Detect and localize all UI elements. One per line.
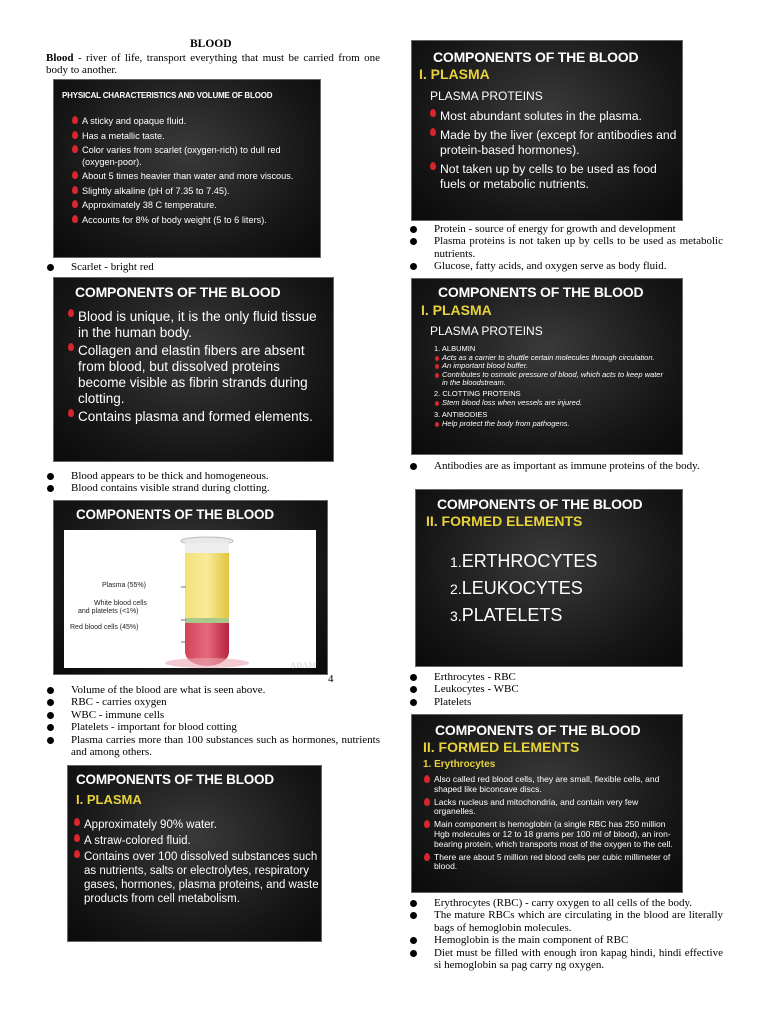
list-item: Contains over 100 dissolved substances such as nutrients, salts or electrolytes, respiratory gases, hormones, plasma proteins, and waste products from cell metabolism. [84, 851, 319, 905]
list-item: Collagen and elastin fibers are absent from blood, but dissolved proteins become visible as fibrin strands during clotting. [78, 343, 326, 408]
notes-list [46, 684, 380, 758]
slide-plasma [67, 765, 322, 942]
antibodies-heading: 3. ANTIBODIES [434, 410, 488, 420]
list-item: Stem blood loss when vessels are injured. [434, 399, 670, 408]
list-item: Contains plasma and formed elements. [78, 409, 326, 425]
list-item: Diet must be filled with enough iron kapag hindi, hindi effective si hemoglobin sa pag carry ng oxygen. [409, 947, 723, 972]
list-item: Lacks nucleus and mitochondria, and contain very few organelles. [434, 798, 674, 818]
intro-text: - river of life, transport everything that must be carried from one body to another. [46, 52, 380, 76]
list-item: Made by the liver (except for antibodies and protein-based hormones). [440, 128, 680, 159]
list-item: Erthrocytes - RBC [409, 671, 723, 683]
slide-heading: COMPONENTS OF THE BLOOD [76, 772, 274, 787]
list-item: Approximately 90% water. [84, 818, 320, 832]
notes-list [409, 223, 723, 273]
item-text: LEUKOCYTES [461, 578, 583, 598]
list-item: Protein - source of energy for growth and development [409, 223, 723, 235]
list-item: A straw-colored fluid. [84, 834, 320, 848]
slide-subheading: II. FORMED ELEMENTS [426, 513, 583, 529]
list-item: The mature RBCs which are circulating in the blood are literally bags of hemoglobin molecules. [409, 909, 723, 934]
list-item: Scarlet - bright red [46, 261, 380, 273]
tube-reflection [165, 658, 249, 668]
slide-subheading: II. FORMED ELEMENTS [423, 739, 580, 755]
albumin-heading: 1. ALBUMIN [434, 344, 476, 353]
slide-heading: COMPONENTS OF THE BLOOD [435, 722, 641, 738]
slide-list [84, 818, 320, 906]
slide-list [434, 775, 674, 872]
list-item: Blood contains visible strand during clotting. [46, 482, 380, 494]
list-item: A sticky and opaque fluid. [82, 116, 314, 128]
plasma-label: Plasma (55%) [102, 582, 146, 589]
list-item: Slightly alkaline (pH of 7.35 to 7.45). [82, 186, 314, 198]
slide-subheading-2: PLASMA PROTEINS [430, 324, 543, 338]
list-item: An important blood buffer. [434, 362, 670, 371]
document-title: BLOOD [190, 38, 232, 50]
notes-list [409, 897, 723, 971]
list-item: Glucose, fatty acids, and oxygen serve as body fluid. [409, 260, 723, 272]
list-item: Acts as a carrier to shuttle certain molecules through circulation. [434, 354, 670, 363]
slide-physical-characteristics [53, 79, 321, 258]
list-item: Color varies from scarlet (oxygen-rich) to dull red (oxygen-poor). [82, 145, 314, 168]
list-item: Accounts for 8% of body weight (5 to 6 liters). [82, 215, 314, 227]
plasma-layer [185, 553, 229, 618]
clotting-heading: 2. CLOTTING PROTEINS [434, 388, 521, 398]
list-item: RBC - carries oxygen [46, 696, 380, 708]
rbc-label: Red blood cells (45%) [70, 624, 139, 631]
slide-components-intro [53, 277, 334, 462]
slide-subheading-2: PLASMA PROTEINS [430, 89, 543, 103]
list-item: Platelets - important for blood cotting [46, 721, 380, 733]
list-item: Help protect the body from pathogens. [434, 420, 670, 429]
slide-heading: COMPONENTS OF THE BLOOD [438, 284, 644, 300]
list-item: Blood appears to be thick and homogeneous. [46, 470, 380, 482]
list-item [450, 548, 597, 575]
list-item: Not taken up by cells to be used as food fuels or metabolic nutrients. [440, 162, 680, 193]
list-item: Leukocytes - WBC [409, 683, 723, 695]
wbc-label-2: and platelets (<1%) [78, 608, 139, 615]
notes-list [46, 470, 380, 495]
list-item [450, 575, 597, 602]
notes-list [46, 261, 380, 273]
adam-logo: ADAM [290, 660, 317, 670]
slide-plasma-proteins-detail [411, 278, 683, 455]
slide-subheading: I. PLASMA [419, 66, 490, 82]
tube-figure [64, 530, 316, 668]
notes-list [409, 671, 723, 708]
list-item: Has a metallic taste. [82, 131, 314, 143]
wbc-label: White blood cells [94, 600, 147, 607]
slide-blood-tube [53, 500, 328, 675]
list-item: Hemoglobin is the main component of RBC [409, 934, 723, 946]
slide-list [82, 116, 314, 226]
slide-heading: COMPONENTS OF THE BLOOD [76, 507, 274, 522]
item-number: 3. [450, 608, 462, 624]
item-number: 1. [450, 554, 462, 570]
list-item: Erythrocytes (RBC) - carry oxygen to all cells of the body. [409, 897, 723, 909]
notes-list [409, 460, 723, 472]
list-item [450, 602, 597, 629]
item-text: ERTHROCYTES [461, 551, 598, 571]
list-item: Volume of the blood are what is seen above. [46, 684, 380, 696]
item-text: PLATELETS [461, 605, 563, 625]
slide-list [78, 309, 326, 425]
list-item: Plasma carries more than 100 substances such as hormones, nutrients and among others. [46, 734, 380, 759]
slide-heading: COMPONENTS OF THE BLOOD [75, 284, 281, 300]
list-item: WBC - immune cells [46, 709, 380, 721]
item-number: 2. [450, 581, 462, 597]
slide-plasma-proteins [411, 40, 683, 221]
page-number: 4 [328, 673, 334, 685]
list-item: Antibodies are as important as immune proteins of the body. [409, 460, 723, 472]
slide-formed-elements [415, 489, 683, 667]
slide-list [440, 109, 680, 193]
formed-elements-list [450, 548, 597, 629]
list-item: Platelets [409, 696, 723, 708]
list-item: Main component is hemoglobin (a single RBC has 250 million Hgb molecules or 12 to 18 grams per 100 ml of blood), an iron-bearing protein, which transports most of the oxygen to the cell. [434, 819, 673, 849]
slide-heading: PHYSICAL CHARACTERISTICS AND VOLUME OF BLOOD [62, 91, 273, 100]
plasma-protein-details [434, 345, 670, 428]
tube-empty [185, 543, 229, 553]
slide-heading: COMPONENTS OF THE BLOOD [437, 496, 643, 512]
slide-subheading: I. PLASMA [76, 792, 142, 807]
list-item: Also called red blood cells, they are small, flexible cells, and shaped like biconcave discs. [434, 775, 674, 795]
slide-subheading: I. PLASMA [421, 302, 492, 318]
buffy-coat-layer [185, 618, 229, 623]
list-item: Contributes to osmotic pressure of blood, which acts to keep water in the bloodstream. [434, 371, 670, 388]
intro-paragraph [46, 52, 380, 76]
slide-subheading-2: 1. Erythrocytes [423, 759, 496, 770]
list-item: Plasma proteins is not taken up by cells to be used as metabolic nutrients. [409, 235, 723, 260]
list-item: Blood is unique, it is the only fluid tissue in the human body. [78, 309, 326, 342]
list-item: About 5 times heavier than water and more viscous. [82, 171, 314, 183]
slide-heading: COMPONENTS OF THE BLOOD [433, 49, 639, 65]
slide-erythrocytes [411, 714, 683, 893]
test-tube-illustration [64, 530, 316, 668]
intro-term: Blood [46, 52, 74, 64]
list-item: Approximately 38 C temperature. [82, 200, 314, 212]
list-item: There are about 5 million red blood cells per cubic millimeter of blood. [434, 853, 674, 873]
list-item: Most abundant solutes in the plasma. [440, 109, 680, 125]
